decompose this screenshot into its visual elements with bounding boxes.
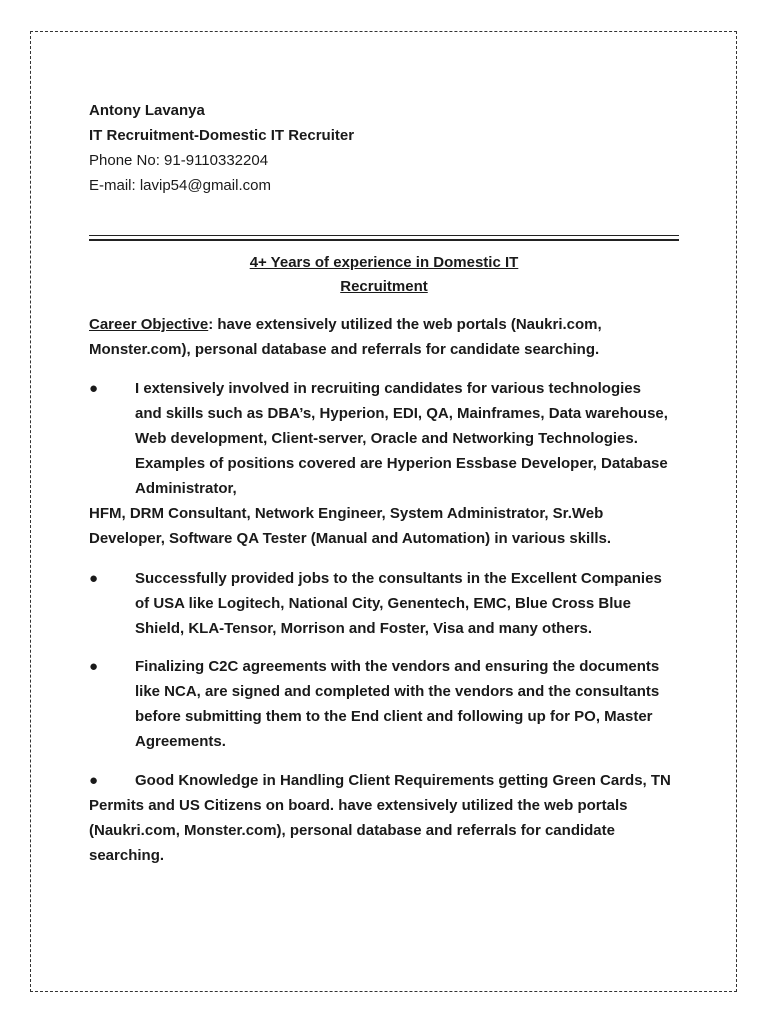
bullet-continuation: [89, 501, 681, 551]
email-address: E-mail: lavip54@gmail.com: [89, 177, 271, 194]
divider-thin: [89, 235, 679, 236]
bullet-icon: ●: [89, 570, 99, 587]
bullet-item: [89, 768, 681, 868]
bullet-line: (Naukri.com, Monster.com), personal database and referrals for candidate: [89, 822, 615, 839]
candidate-name: Antony Lavanya: [89, 102, 205, 119]
bullet-line: before submitting them to the End client and following up for PO, Master: [135, 708, 653, 725]
experience-heading-line1: 4+ Years of experience in Domestic IT: [249, 254, 519, 271]
bullet-line: of USA like Logitech, National City, Genentech, EMC, Blue Cross Blue: [135, 595, 631, 612]
bullet-item: [89, 376, 681, 501]
bullet-line: HFM, DRM Consultant, Network Engineer, System Administrator, Sr.Web: [89, 505, 604, 522]
career-objective-text: : have extensively utilized the web portals (Naukri.com,: [208, 316, 602, 333]
bullet-line: Good Knowledge in Handling Client Requirements getting Green Cards, TN: [135, 772, 671, 789]
bullet-item: [89, 566, 681, 641]
career-objective: [89, 312, 681, 362]
contact-block: [89, 98, 681, 198]
candidate-title: IT Recruitment-Domestic IT Recruiter: [89, 127, 355, 144]
bullet-icon: ●: [89, 772, 99, 789]
divider-thick: [89, 239, 679, 241]
bullet-line: and skills such as DBA’s, Hyperion, EDI, QA, Mainframes, Data warehouse,: [135, 405, 668, 422]
experience-heading: [89, 251, 679, 299]
bullet-line: searching.: [89, 847, 165, 864]
bullet-line: Administrator,: [135, 480, 237, 497]
bullet-item: [89, 654, 681, 754]
bullet-line: Permits and US Citizens on board. have extensively utilized the web portals: [89, 797, 628, 814]
bullet-line: Successfully provided jobs to the consultants in the Excellent Companies: [135, 570, 662, 587]
bullet-line: I extensively involved in recruiting candidates for various technologies: [135, 380, 641, 397]
bullet-line: Finalizing C2C agreements with the vendors and ensuring the documents: [135, 658, 660, 675]
bullet-line: Agreements.: [135, 733, 226, 750]
bullet-line: Examples of positions covered are Hyperion Essbase Developer, Database: [135, 455, 668, 472]
career-objective-text-cont: Monster.com), personal database and referrals for candidate searching.: [89, 341, 600, 358]
career-objective-label: Career Objective: [89, 316, 209, 333]
bullet-line: Shield, KLA-Tensor, Morrison and Foster, Visa and many others.: [135, 620, 593, 637]
experience-heading-line2: Recruitment: [340, 278, 428, 295]
bullet-line: Web development, Client-server, Oracle and Networking Technologies.: [135, 430, 638, 447]
bullet-line: Developer, Software QA Tester (Manual and Automation) in various skills.: [89, 530, 612, 547]
phone-number: Phone No: 91-9110332204: [89, 152, 269, 169]
bullet-icon: ●: [89, 380, 99, 397]
bullet-icon: ●: [89, 658, 99, 675]
bullet-line: like NCA, are signed and completed with the vendors and the consultants: [135, 683, 660, 700]
